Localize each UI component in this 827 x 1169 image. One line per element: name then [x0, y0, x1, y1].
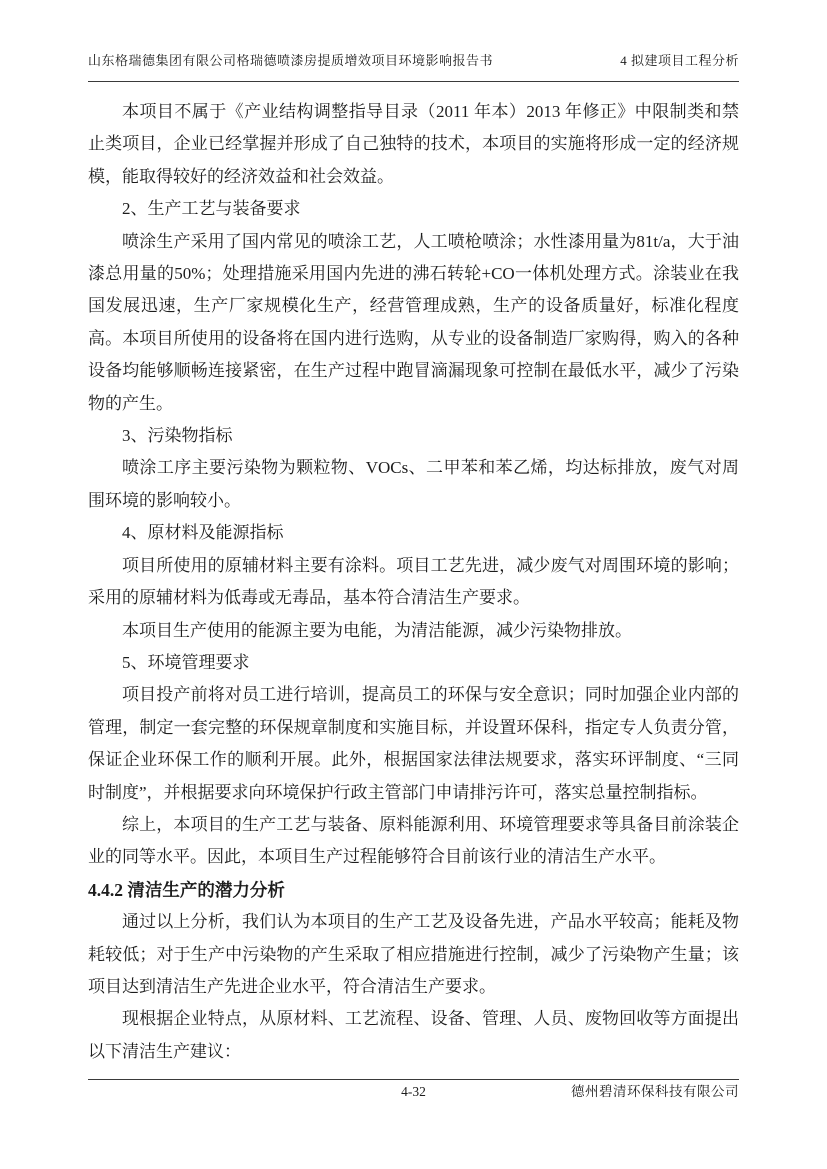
paragraph-summary: 综上，本项目的生产工艺与装备、原料能源利用、环境管理要求等具备目前涂装企业的同等水平。因此，本项目生产过程能够符合目前该行业的清洁生产水平。: [88, 814, 739, 867]
document-body: [88, 96, 739, 1068]
paragraph-env-management-detail: 项目投产前将对员工进行培训，提高员工的环保与安全意识；同时加强企业内部的管理，制定一套完整的环保规章制度和实施目标，并设置环保科，指定专人负责分管，保证企业环保工作的顺利开展。此外，根据国家法律法规要求，落实环评制度、“三同时制度”，并根据要求向环境保护行政主管部门申请排污许可，落实总量控制指标。: [88, 685, 739, 802]
footer-company-name: 德州碧清环保科技有限公司: [571, 1084, 739, 1099]
paragraph-suggestion-intro: 现根据企业特点，从原材料、工艺流程、设备、管理、人员、废物回收等方面提出以下清洁生产建议：: [88, 1009, 739, 1061]
page-footer: [88, 1079, 739, 1101]
item-heading-process-equipment: 2、生产工艺与装备要求: [122, 199, 301, 219]
paragraph-analysis-conclusion: 通过以上分析，我们认为本项目的生产工艺及设备先进，产品水平较高；能耗及物耗较低；对于生产中污染物的产生采取了相应措施进行控制，减少了污染物产生量；该项目达到清洁生产先进企业水平，符合清洁生产要求。: [88, 912, 739, 996]
item-heading-env-management: 5、环境管理要求: [122, 652, 250, 672]
item-heading-pollutant-index: 3、污染物指标: [122, 426, 233, 446]
footer-page-number: 4-32: [401, 1084, 426, 1099]
paragraph-raw-materials: 项目所使用的原辅材料主要有涂料。项目工艺先进，减少废气对周围环境的影响；采用的原辅材料为低毒或无毒品，基本符合清洁生产要求。: [88, 555, 739, 608]
paragraph-pollutants: 喷涂工序主要污染物为颗粒物、VOCs、二甲苯和苯乙烯，均达标排放，废气对周围环境的影响较小。: [88, 458, 739, 510]
section-heading-4-4-2: 4.4.2 清洁生产的潜力分析: [88, 879, 285, 900]
paragraph-project-category: 本项目不属于《产业结构调整指导目录（2011 年本）2013 年修正》中限制类和禁止类项目，企业已经掌握并形成了自己独特的技术，本项目的实施将形成一定的经济规模，能取得较好的经济效益和社会效益。: [88, 102, 739, 186]
footer-inner: [88, 1083, 739, 1101]
paragraph-spraying-process: 喷涂生产采用了国内常见的喷涂工艺，人工喷枪喷涂；水性漆用量为81t/a，大于油漆总用量的50%；处理措施采用国内先进的沸石转轮+CO一体机处理方式。涂装业在我国发展迅速，生产厂家规模化生产，经营管理成熟，生产的设备质量好，标准化程度高。本项目所使用的设备将在国内进行选购，从专业的设备制造厂家购得，购入的各种设备均能够顺畅连接紧密，在生产过程中跑冒滴漏现象可控制在最低水平，减少了污染物的产生。: [88, 231, 739, 413]
header-chapter-title: 4 拟建项目工程分析: [620, 53, 739, 68]
paragraph-energy-electric: 本项目生产使用的能源主要为电能，为清洁能源，减少污染物排放。: [122, 620, 632, 640]
header-report-title: 山东格瑞德集团有限公司格瑞德喷漆房提质增效项目环境影响报告书: [88, 53, 494, 68]
item-heading-raw-material-energy: 4、原材料及能源指标: [122, 523, 284, 543]
page-header: [88, 52, 739, 82]
